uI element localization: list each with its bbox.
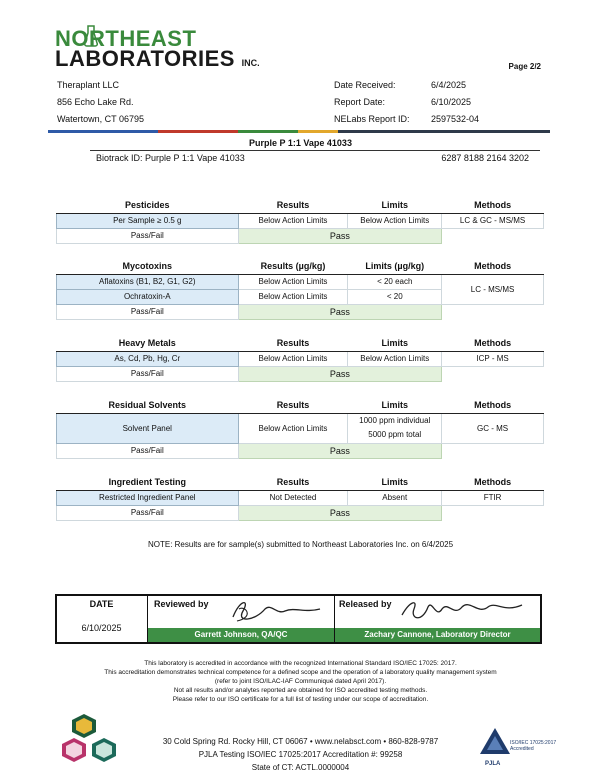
mycotoxins-header: Mycotoxins — [57, 259, 239, 274]
logo-inc: INC. — [241, 58, 260, 68]
row-label: Per Sample ≥ 0.5 g — [57, 213, 239, 228]
date-received: 6/4/2025 — [431, 80, 467, 90]
pass-fail-value: Pass — [238, 228, 442, 243]
pass-fail-label: Pass/Fail — [57, 505, 239, 520]
limit-individual: 1000 ppm individual — [359, 416, 431, 425]
color-bar-blue — [48, 130, 158, 133]
row-method: ICP - MS — [442, 351, 544, 366]
row-result: Below Action Limits — [238, 274, 348, 289]
pass-fail-label: Pass/Fail — [57, 366, 239, 381]
methods-header: Methods — [442, 259, 544, 274]
heavy-metals-table — [56, 336, 544, 382]
sample-divider — [90, 150, 540, 151]
results-header: Results — [238, 475, 348, 490]
row-result: Not Detected — [238, 490, 348, 505]
reviewer-name: Garrett Johnson, QA/QC — [148, 628, 334, 642]
biotrack-number: 6287 8188 2164 3202 — [441, 153, 529, 163]
signature-date-label: DATE — [89, 599, 114, 609]
methods-header: Methods — [442, 198, 544, 213]
row-result: Below Action Limits — [238, 413, 348, 443]
releaser-name: Zachary Cannone, Laboratory Director — [335, 628, 540, 642]
results-header: Results (µg/kg) — [238, 259, 348, 274]
date-received-label: Date Received: — [334, 80, 396, 90]
row-label: Solvent Panel — [57, 413, 239, 443]
residual-solvents-table — [56, 398, 544, 459]
limits-header: Limits — [348, 336, 442, 351]
row-method: LC - MS/MS — [442, 274, 544, 304]
pass-fail-value: Pass — [238, 366, 442, 381]
accreditation-line1: This laboratory is accredited in accordance with the recognized International Standard ISO/IEC 17025: 2017. — [144, 660, 457, 667]
report-id: 2597532-04 — [431, 114, 480, 124]
released-by-label: Released by — [339, 599, 392, 609]
row-limit: Below Action Limits — [348, 213, 442, 228]
accreditation-line2: This accreditation demonstrates technical competence for a defined scope and the operation of a laboratory quality management system — [104, 669, 497, 676]
releaser-signature-icon — [398, 597, 528, 625]
report-date: 6/10/2025 — [431, 97, 472, 107]
submission-note: NOTE: Results are for sample(s) submitted to Northeast Laboratories Inc. on 6/4/2025 — [147, 540, 454, 549]
residual-solvents-header: Residual Solvents — [57, 398, 239, 413]
client-address2: Watertown, CT 06795 — [57, 114, 145, 124]
limits-header: Limits — [348, 198, 442, 213]
limits-header: Limits — [348, 475, 442, 490]
report-date-label: Report Date: — [334, 97, 386, 107]
page-number: Page 2/2 — [508, 62, 541, 71]
methods-header: Methods — [442, 336, 544, 351]
accreditation-text — [0, 659, 601, 704]
footer-accreditation: PJLA Testing ISO/IEC 17025:2017 Accreditation #: 99258 — [198, 750, 403, 759]
footer-state: State of CT: ACTL.0000004 — [251, 763, 350, 772]
pjla-badge-text: ISO/IEC 17025:2017 Accredited — [510, 740, 557, 752]
client-block — [57, 77, 144, 128]
color-bar-green — [238, 130, 298, 133]
row-limit — [348, 413, 442, 443]
results-header: Results — [238, 198, 348, 213]
accreditation-line4: Not all results and/or analytes reported are obtained for ISO accredited testing methods. — [173, 687, 428, 694]
biotrack-id: Biotrack ID: Purple P 1:1 Vape 41033 — [96, 153, 245, 163]
logo-northeast: NORTHEAST — [55, 26, 197, 51]
footer-address: 30 Cold Spring Rd. Rocky Hill, CT 06067 • www.nelabsct.com • 860-828-9787 — [162, 737, 439, 746]
reviewed-by-label: Reviewed by — [154, 599, 209, 609]
sample-title: Purple P 1:1 Vape 41033 — [249, 138, 352, 148]
methods-header: Methods — [442, 398, 544, 413]
row-label: Ochratoxin-A — [57, 289, 239, 304]
methods-header: Methods — [442, 475, 544, 490]
pass-fail-label: Pass/Fail — [57, 304, 239, 319]
results-header: Results — [238, 398, 348, 413]
color-bar-dark — [338, 130, 550, 133]
row-result: Below Action Limits — [238, 289, 348, 304]
heavy-metals-header: Heavy Metals — [57, 336, 239, 351]
pjla-text: PJLA — [485, 761, 501, 767]
pass-fail-label: Pass/Fail — [57, 228, 239, 243]
flask-icon — [84, 25, 98, 47]
results-header: Results — [238, 336, 348, 351]
row-limit: < 20 — [348, 289, 442, 304]
row-result: Below Action Limits — [238, 213, 348, 228]
pass-fail-value: Pass — [238, 443, 442, 458]
limits-header: Limits — [348, 398, 442, 413]
pesticides-table — [56, 198, 544, 244]
report-values — [431, 77, 479, 128]
limits-header: Limits (µg/kg) — [348, 259, 442, 274]
accreditation-line3: (refer to joint ISO/ILAC-IAF Communiqué dated April 2017). — [214, 678, 387, 685]
row-result: Below Action Limits — [238, 351, 348, 366]
row-limit: < 20 each — [348, 274, 442, 289]
footer — [0, 735, 601, 774]
mycotoxins-table — [56, 259, 544, 320]
row-method: LC & GC - MS/MS — [442, 213, 544, 228]
report-id-label: NELabs Report ID: — [334, 114, 410, 124]
limit-total: 5000 ppm total — [368, 430, 422, 439]
row-method: GC - MS — [442, 413, 544, 443]
row-limit: Below Action Limits — [348, 351, 442, 366]
accreditation-line5: Please refer to our ISO certificate for a full list of testing under our scope of accreditation. — [172, 696, 429, 703]
ingredient-testing-table — [56, 475, 544, 521]
client-name: Theraplant LLC — [57, 80, 120, 90]
color-bar-yellow — [298, 130, 338, 133]
row-label: Restricted Ingredient Panel — [57, 490, 239, 505]
pesticides-header: Pesticides — [57, 198, 239, 213]
row-limit: Absent — [348, 490, 442, 505]
signature-date-value: 6/10/2025 — [81, 623, 122, 633]
ingredient-testing-header: Ingredient Testing — [57, 475, 239, 490]
row-label: As, Cd, Pb, Hg, Cr — [57, 351, 239, 366]
reviewer-signature-icon — [225, 597, 325, 625]
row-label: Aflatoxins (B1, B2, G1, G2) — [57, 274, 239, 289]
color-bar-red — [158, 130, 238, 133]
client-address1: 856 Echo Lake Rd. — [57, 97, 134, 107]
row-method: FTIR — [442, 490, 544, 505]
report-labels — [334, 77, 410, 128]
logo-laboratories — [55, 46, 260, 72]
pass-fail-value: Pass — [238, 505, 442, 520]
logo-laboratories-text: LABORATORIES — [55, 46, 235, 71]
pass-fail-label: Pass/Fail — [57, 443, 239, 458]
pass-fail-value: Pass — [238, 304, 442, 319]
